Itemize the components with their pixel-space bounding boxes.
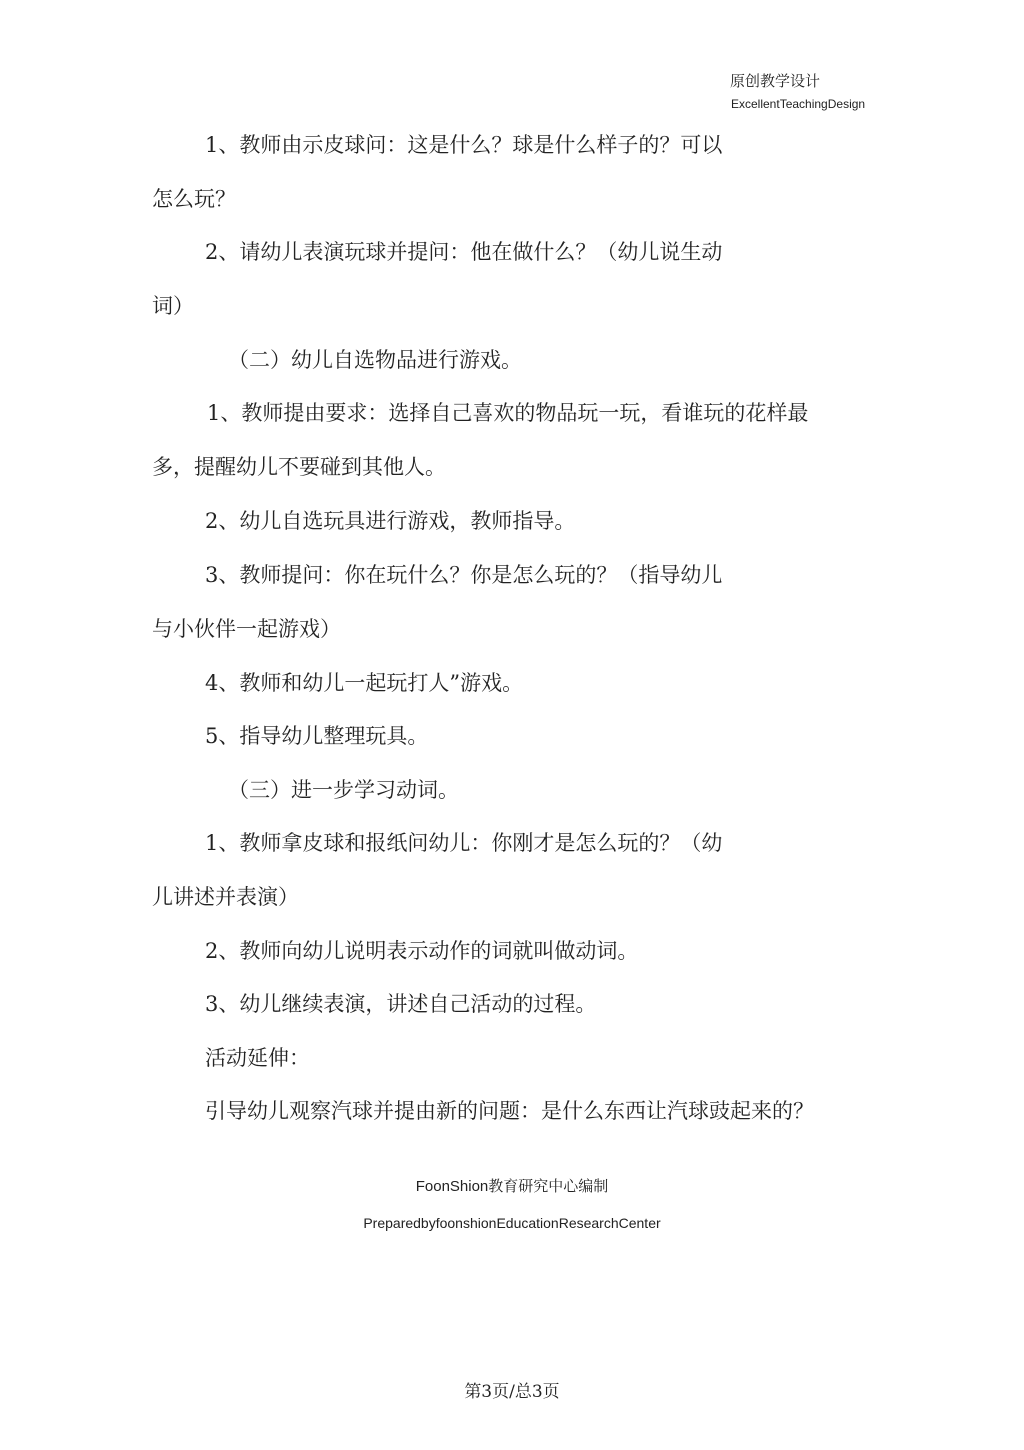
footer-org-en: PreparedbyfoonshionEducationResearchCenter	[363, 1215, 661, 1231]
paragraph-line: 引导幼儿观察汽球并提由新的问题：是什么东西让汽球豉起来的？	[205, 1099, 814, 1123]
paragraph-line: 与小伙伴一起游戏）	[152, 617, 341, 641]
section-heading: （三）进一步学习动词。	[228, 778, 459, 802]
paragraph-line: 2、请幼儿表演玩球并提问：他在做什么？（幼儿说生动	[205, 240, 723, 264]
footer-org-cn: FoonShion教育研究中心编制	[415, 1178, 609, 1195]
paragraph-line: 1、教师拿皮球和报纸问幼儿：你刚才是怎么玩的？（幼	[205, 831, 723, 855]
section-heading: 活动延伸：	[205, 1046, 310, 1070]
paragraph-line: 5、指导幼儿整理玩具。	[205, 724, 429, 748]
paragraph-line: 儿讲述并表演）	[152, 885, 299, 909]
paragraph-line: 4、教师和幼儿一起玩打人”游戏。	[205, 671, 524, 695]
paragraph-line: 多，提醒幼儿不要碰到其他人。	[152, 455, 446, 479]
section-heading: （二）幼儿自选物品进行游戏。	[228, 348, 522, 372]
paragraph-line: 怎么玩？	[152, 187, 236, 211]
page-number: 第3页/总3页	[464, 1382, 560, 1402]
paragraph-line: 1、教师提由要求：选择自己喜欢的物品玩一玩，看谁玩的花样最	[207, 401, 809, 425]
paragraph-line: 词）	[152, 294, 194, 318]
header-title-cn: 原创教学设计	[730, 72, 821, 90]
paragraph-line: 2、教师向幼儿说明表示动作的词就叫做动词。	[205, 939, 639, 963]
paragraph-line: 3、教师提问：你在玩什么？你是怎么玩的？（指导幼儿	[205, 563, 723, 587]
paragraph-line: 1、教师由示皮球问：这是什么？球是什么样子的？可以	[205, 133, 723, 157]
paragraph-line: 3、幼儿继续表演，讲述自己活动的过程。	[205, 992, 597, 1016]
paragraph-line: 2、幼儿自选玩具进行游戏，教师指导。	[205, 509, 576, 533]
header-title-en: ExcellentTeachingDesign	[731, 97, 866, 111]
